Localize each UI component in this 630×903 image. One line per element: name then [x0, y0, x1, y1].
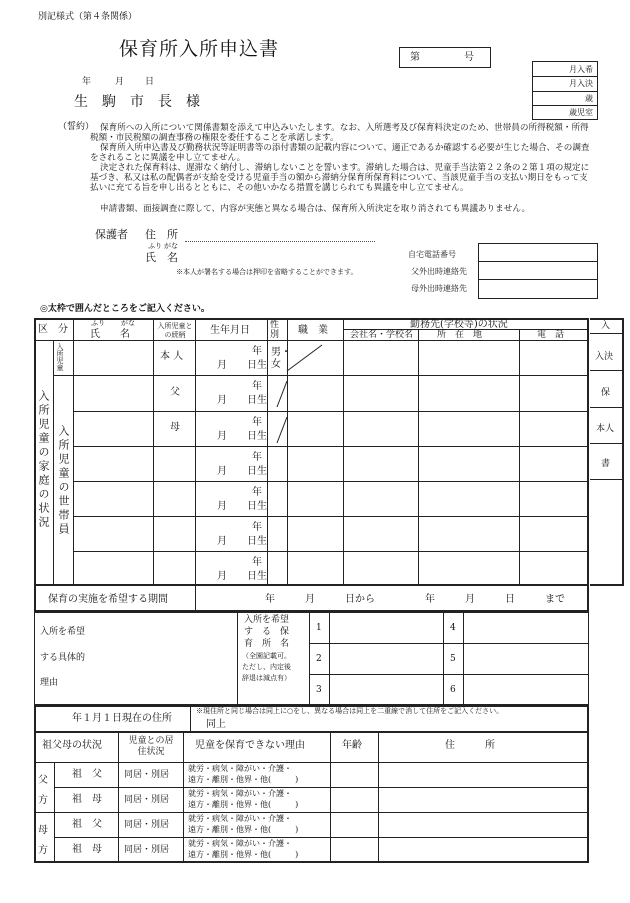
header-work: 勤務先(学校等)の状況: [410, 319, 508, 330]
gp-relation: 祖 父: [72, 819, 102, 830]
form-type-label: 別記様式（第４条関係）: [38, 12, 138, 22]
contact-box[interactable]: [478, 243, 598, 299]
gp-header-living: 児童との居住状況: [128, 736, 174, 757]
birth-year-mark: 年: [252, 487, 262, 498]
gp-relation: 祖 父: [72, 769, 102, 780]
pledge-paragraph-3: 決定された保育料は、遅滞なく納付し、滞納しないことを誓います。滞納した場合は、児童手当法第２２条の２第１項の規定に基づき、私又は私の配偶者が支給を受ける児童手当の額から滞納分保育所保育料について、当該児童手当の支払い期日をもって支払いに充てる旨を申し出るとともに、その他いかなる措置を講じられても異議を申し立てません。: [90, 163, 590, 194]
reason-label-1: 入所を希望: [40, 627, 86, 637]
gp-reason-line[interactable]: 遠方・離別・他界・他( ): [188, 825, 299, 834]
birth-year-mark: 年: [252, 346, 262, 357]
reason-label-2: する具体的: [40, 653, 86, 663]
right-label-nyu: 入: [601, 321, 611, 331]
guardian-name-label: 氏 名: [145, 251, 178, 264]
birth-month-day-mark: 月 日生: [217, 395, 267, 406]
pledge-paragraph-2: 保育所入所申込書及び勤務状況等証明書等の添付書類の記載内容について、適正であるか確認する必要が生じた場合、その調査をされることに異議を申し立てません。: [90, 143, 590, 164]
gp-header-address: 住 所: [445, 740, 495, 751]
wish-number: 1: [316, 623, 322, 633]
wish-number: 2: [316, 654, 322, 664]
gp-reason-line[interactable]: 就労・病気・障がい・介護・: [188, 789, 292, 798]
header-furi: ふり: [91, 319, 105, 327]
wish-label-1: 入所を希望: [244, 615, 290, 625]
header-kubun: 区 分: [38, 324, 68, 335]
right-label-ho: 保: [601, 388, 611, 398]
gp-header-reason: 児童を保育できない理由: [195, 740, 305, 751]
wish-number: 3: [316, 685, 322, 695]
admin-box-label: 月入決: [569, 79, 593, 88]
gp-living-choice[interactable]: 同居・別居: [124, 795, 170, 805]
header-shimei: 氏 名: [90, 329, 130, 340]
gp-side-paternal: 父方: [38, 775, 48, 806]
right-label-nyuketsu: 入決: [595, 352, 614, 362]
guardian-label: 保護者: [95, 228, 128, 241]
wish-label-2: す る 保: [244, 627, 290, 637]
pledge-label: （誓約）: [58, 122, 95, 132]
admin-box-label: 歳児室: [569, 108, 593, 117]
gp-relation: 祖 母: [72, 844, 102, 855]
birth-month-day-mark: 月 日生: [217, 466, 267, 477]
gender-choice[interactable]: 男・女: [271, 347, 291, 370]
relation-mother: 母: [170, 422, 180, 433]
reason-text-field[interactable]: [96, 614, 234, 702]
birth-month-day-mark: 月 日生: [217, 536, 267, 547]
relation-self: 本 人: [160, 351, 184, 362]
date-day: 日: [145, 77, 155, 87]
wish-number: 6: [450, 685, 456, 695]
guardian-address-field[interactable]: [185, 241, 375, 242]
care-period-label: 保育の実施を希望する期間: [48, 594, 168, 605]
header-location: 所 在 地: [437, 330, 483, 340]
child-label: 入所児童: [56, 343, 64, 371]
gp-reason-line[interactable]: 就労・病気・障がい・介護・: [188, 814, 292, 823]
birth-year-mark: 年: [252, 452, 262, 463]
residence-same[interactable]: 同上: [206, 719, 226, 730]
instruction: ◎太枠で囲んだところをご記入ください。: [40, 304, 210, 314]
gp-relation: 祖 母: [72, 794, 102, 805]
number-box-dai: 第: [410, 52, 420, 63]
wish-label-3: 育 所 名: [244, 639, 290, 649]
birth-month-day-mark: 月 日生: [217, 360, 267, 371]
father-contact-label: 父外出時連絡先: [411, 267, 467, 276]
care-period-text[interactable]: 年 月 日から 年 月 日 まで: [265, 594, 565, 605]
gp-reason-line[interactable]: 就労・病気・障がい・介護・: [188, 764, 292, 773]
birth-year-mark: 年: [252, 522, 262, 533]
admin-box: [532, 61, 598, 120]
gp-living-choice[interactable]: 同居・別居: [124, 820, 170, 830]
gp-living-choice[interactable]: 同居・別居: [124, 845, 170, 855]
wish-number: 5: [450, 654, 456, 664]
gp-header-age: 年齢: [342, 740, 362, 751]
home-phone-label: 自宅電話番号: [408, 250, 456, 259]
right-label-sho: 書: [601, 459, 611, 469]
guardian-name-field[interactable]: [185, 252, 375, 266]
gp-reason-line[interactable]: 遠方・離別・他界・他( ): [188, 850, 299, 859]
relation-father: 父: [170, 387, 180, 398]
gp-living-choice[interactable]: 同居・別居: [124, 770, 170, 780]
gp-header-status: 祖父母の状況: [42, 740, 102, 751]
wish-note-2: ただし、内定後: [242, 663, 291, 671]
birth-month-day-mark: 月 日生: [217, 501, 267, 512]
gp-reason-line[interactable]: 遠方・離別・他界・他( ): [188, 800, 299, 809]
pledge-paragraph-4: 申請書類、面接調査に際して、内容が実態と異なる場合は、保育所入所決定を取り消されても異議ありません。: [100, 204, 531, 214]
furigana-gana: がな: [164, 242, 178, 250]
admin-box-label: 歳: [585, 94, 593, 103]
addressee: 生 駒 市 長 様: [74, 94, 200, 110]
header-phone: 電 話: [537, 330, 565, 340]
household-label: 入所児童の世帯員: [57, 425, 70, 537]
birth-year-mark: 年: [252, 557, 262, 568]
gp-reason-line[interactable]: 遠方・離別・他界・他( ): [188, 775, 299, 784]
header-gender: 性別: [270, 320, 280, 340]
header-birthdate: 生年月日: [210, 325, 250, 336]
birth-month-day-mark: 月 日生: [217, 571, 267, 582]
signature-note: ※本人が署名する場合は押印を省略することができます。: [176, 268, 358, 276]
gp-reason-line[interactable]: 就労・病気・障がい・介護・: [188, 839, 292, 848]
mother-contact-label: 母外出時連絡先: [411, 284, 467, 293]
birth-year-mark: 年: [252, 381, 262, 392]
side-group-label: 入所児童の家庭の状況: [37, 390, 50, 530]
admin-box-label: 月入希: [569, 65, 593, 74]
birth-year-mark: 年: [252, 417, 262, 428]
right-label-honnin: 本人: [596, 424, 615, 434]
header-relation: 入所児童との続柄: [157, 322, 193, 339]
page-title: 保育所入所申込書: [119, 38, 280, 60]
header-gana: がな: [121, 319, 135, 327]
residence-note: ※現住所と同じ場合は同上に○をし、異なる場合は同上を二重線で消して住所をご記入ください。: [196, 707, 504, 715]
pledge-paragraph-1: 保育所への入所について関係書類を添えて申込みいたします。なお、入所選考及び保育料決定のため、世帯員の所得税額・所得税額・市民税額の調査事務の権限を委任することを承諾します。: [90, 123, 589, 144]
gp-side-maternal: 母方: [38, 825, 48, 856]
date-month: 月: [115, 77, 125, 87]
residence-label: 年１月１日現在の住所: [72, 713, 172, 724]
wish-number: 4: [450, 623, 456, 633]
date-year: 年: [82, 77, 92, 87]
number-box-go: 号: [464, 52, 474, 63]
furigana-furi: ふり: [148, 242, 162, 250]
wish-note-3: 辞退は減点有）: [242, 674, 291, 682]
guardian-address-label: 住 所: [145, 228, 178, 241]
number-box[interactable]: [399, 47, 491, 68]
header-occupation: 職 業: [298, 325, 328, 336]
header-company: 会社名・学校名: [350, 330, 414, 340]
wish-note-1: （全園記載可。: [242, 652, 291, 660]
reason-label-3: 理由: [40, 678, 59, 688]
birth-month-day-mark: 月 日生: [217, 431, 267, 442]
